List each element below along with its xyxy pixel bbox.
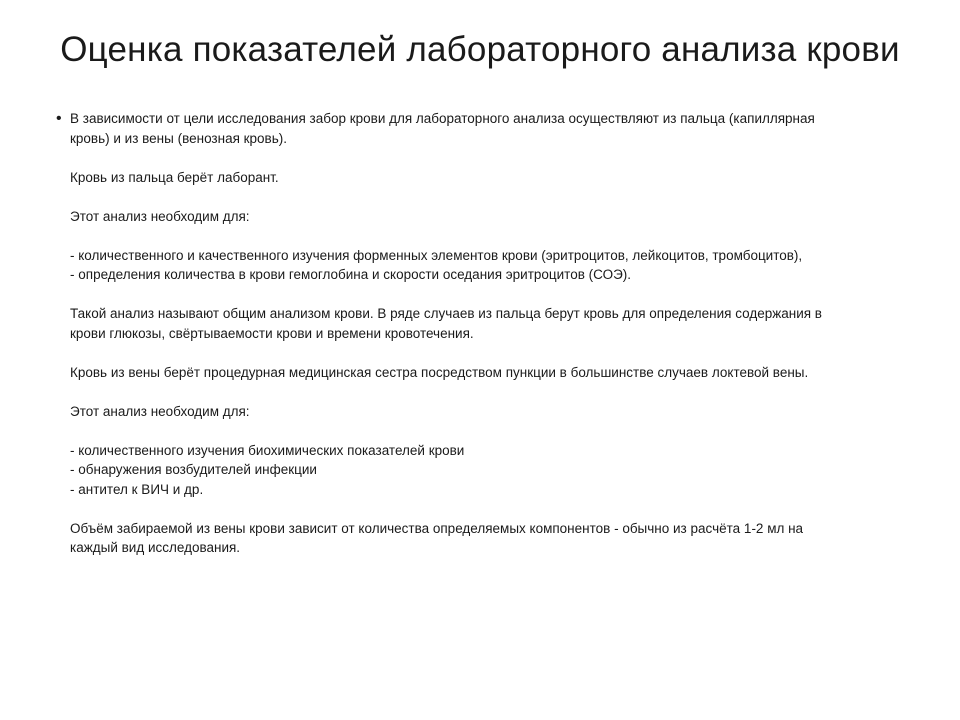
text-line: Кровь из пальца берёт лаборант. (70, 169, 279, 185)
finger-analysis-list (70, 246, 900, 285)
slide-body (70, 109, 900, 558)
text-line: кровь) и из вены (венозная кровь). (70, 130, 288, 146)
text-line: Этот анализ необходим для: (70, 403, 250, 419)
text-line: Такой анализ называют общим анализом крови. В ряде случаев из пальца берут кровь для определения содержания в (70, 306, 822, 321)
intro-paragraph (70, 109, 900, 148)
text-line: Этот анализ необходим для: (70, 208, 250, 224)
list-item: - определения количества в крови гемоглобина и скорости оседания эритроцитов (СОЭ). (70, 267, 632, 282)
needed-for-heading-1 (70, 207, 900, 227)
list-item: - количественного и качественного изучения форменных элементов крови (эритроцитов, лейкоцитов, тромбоцитов), (70, 247, 803, 263)
slide-title: Оценка показателей лабораторного анализа крови (60, 30, 900, 69)
list-item: - антител к ВИЧ и др. (70, 481, 204, 497)
general-analysis-paragraph (70, 304, 900, 343)
text-line: Кровь из вены берёт процедурная медицинская сестра посредством пункции в большинстве случаев локтевой вены. (70, 364, 809, 380)
needed-for-heading-2 (70, 402, 900, 422)
finger-collector-paragraph (70, 168, 900, 188)
vein-analysis-list (70, 441, 900, 500)
vein-collector-paragraph (70, 363, 900, 383)
text-line: крови глюкозы, свёртываемости крови и времени кровотечения. (70, 325, 474, 341)
text-line: Объём забираемой из вены крови зависит от количества определяемых компонентов - обычно из расчёта 1-2 мл на (70, 520, 804, 536)
text-line: каждый вид исследования. (70, 540, 241, 555)
bullet-marker: • (56, 110, 62, 127)
list-item: - обнаружения возбудителей инфекции (70, 462, 317, 477)
volume-paragraph (70, 519, 900, 558)
text-line: В зависимости от цели исследования забор крови для лабораторного анализа осуществляют из пальца (капиллярная (70, 111, 815, 126)
list-item: - количественного изучения биохимических показателей крови (70, 442, 465, 458)
